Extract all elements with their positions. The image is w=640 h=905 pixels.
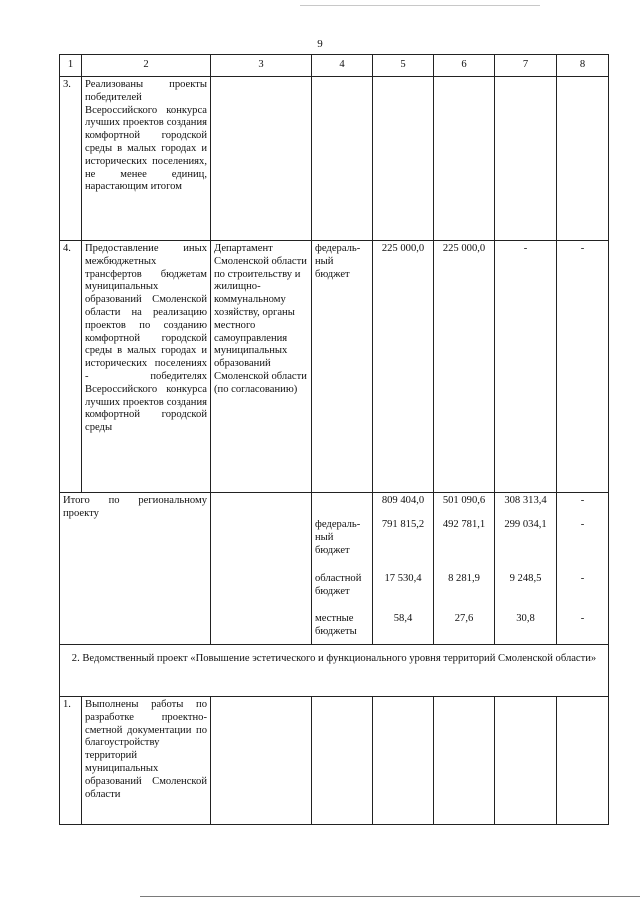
row-number: 3. xyxy=(60,77,82,241)
row-description: Предоставление иных межбюджетных трансфертов бюджетам муниципальных образований Смоленской области на реализацию проектов по созданию комфортной городской среды в малых городах и исторических поселениях - победителях Всероссийского конкурса лучших проектов создания комфортной городской среды xyxy=(82,241,211,493)
row-value-8: - xyxy=(557,241,609,493)
total-value: 17 530,4 xyxy=(384,573,422,584)
total-value: 492 781,1 xyxy=(442,519,486,530)
total-source-all xyxy=(312,493,372,517)
section-title-row xyxy=(60,645,609,697)
total-value: 9 248,5 xyxy=(509,573,542,584)
row-description: Выполнены работы по разработке проектно-сметной документации по благоустройству территорий муниципальных образований Смоленской области xyxy=(82,697,211,825)
row-value-5 xyxy=(373,697,434,825)
header-cell-1: 1 xyxy=(60,55,82,77)
row-executor: Департамент Смоленской области по строительству и жилищно-коммунальному хозяйству, органы местного самоуправления муниципальных образований Смоленской области (по согласованию) xyxy=(211,241,312,493)
row-source: федераль-ный бюджет xyxy=(312,241,373,493)
total-col-6 xyxy=(434,493,495,645)
row-value-7 xyxy=(495,77,557,241)
total-value: - xyxy=(580,495,585,506)
row-value-6: 225 000,0 xyxy=(434,241,495,493)
row-number: 1. xyxy=(60,697,82,825)
section-title: 2. Ведомственный проект «Повышение эстетического и функционального уровня территорий Смоленской области» xyxy=(60,645,609,697)
total-value: 299 034,1 xyxy=(504,519,547,530)
table-row-3 xyxy=(60,77,609,241)
table-row-4 xyxy=(60,241,609,493)
row-value-6 xyxy=(434,697,495,825)
total-value: 27,6 xyxy=(454,613,474,624)
total-value: 58,4 xyxy=(393,613,413,624)
row-value-5: 225 000,0 xyxy=(373,241,434,493)
row-value-7 xyxy=(495,697,557,825)
table-row-s2-1 xyxy=(60,697,609,825)
total-value: 8 281,9 xyxy=(448,573,480,584)
row-source xyxy=(312,77,373,241)
row-executor xyxy=(211,77,312,241)
row-value-7: - xyxy=(495,241,557,493)
header-cell-8: 8 xyxy=(557,55,609,77)
table-header-row xyxy=(60,55,609,77)
total-sources xyxy=(312,493,373,645)
row-number: 4. xyxy=(60,241,82,493)
total-source-federal: федераль-ный бюджет xyxy=(315,519,361,556)
scan-artifact-bottom xyxy=(140,896,640,897)
total-value: 501 090,6 xyxy=(442,495,486,506)
total-col-8 xyxy=(557,493,609,645)
header-cell-7: 7 xyxy=(495,55,557,77)
total-executor xyxy=(211,493,312,645)
header-cell-2: 2 xyxy=(82,55,211,77)
total-col-5 xyxy=(373,493,434,645)
total-row xyxy=(60,493,609,645)
header-cell-6: 6 xyxy=(434,55,495,77)
header-cell-4: 4 xyxy=(312,55,373,77)
row-executor xyxy=(211,697,312,825)
total-value: - xyxy=(580,519,585,530)
header-cell-3: 3 xyxy=(211,55,312,77)
total-source-local: местные бюджеты xyxy=(315,613,357,637)
total-value: 30,8 xyxy=(516,613,535,624)
total-col-7 xyxy=(495,493,557,645)
total-value: 809 404,0 xyxy=(381,495,425,506)
page-number: 9 xyxy=(317,38,323,50)
header-cell-5: 5 xyxy=(373,55,434,77)
row-source xyxy=(312,697,373,825)
total-value: 791 815,2 xyxy=(381,519,425,530)
row-value-8 xyxy=(557,697,609,825)
total-label: Итого по региональному проекту xyxy=(60,493,211,645)
total-value: 308 313,4 xyxy=(504,495,547,506)
scan-artifact-top xyxy=(300,5,540,6)
budget-table xyxy=(59,54,609,825)
row-description: Реализованы проекты победителей Всероссийского конкурса лучших проектов создания комфортной городской среды в малых городах и исторических поселениях, не менее единиц, нарастающим итогом xyxy=(82,77,211,241)
row-value-5 xyxy=(373,77,434,241)
total-source-regional: областной бюджет xyxy=(315,573,362,597)
total-value: - xyxy=(580,573,585,584)
total-value: - xyxy=(580,613,585,624)
row-value-8 xyxy=(557,77,609,241)
row-value-6 xyxy=(434,77,495,241)
